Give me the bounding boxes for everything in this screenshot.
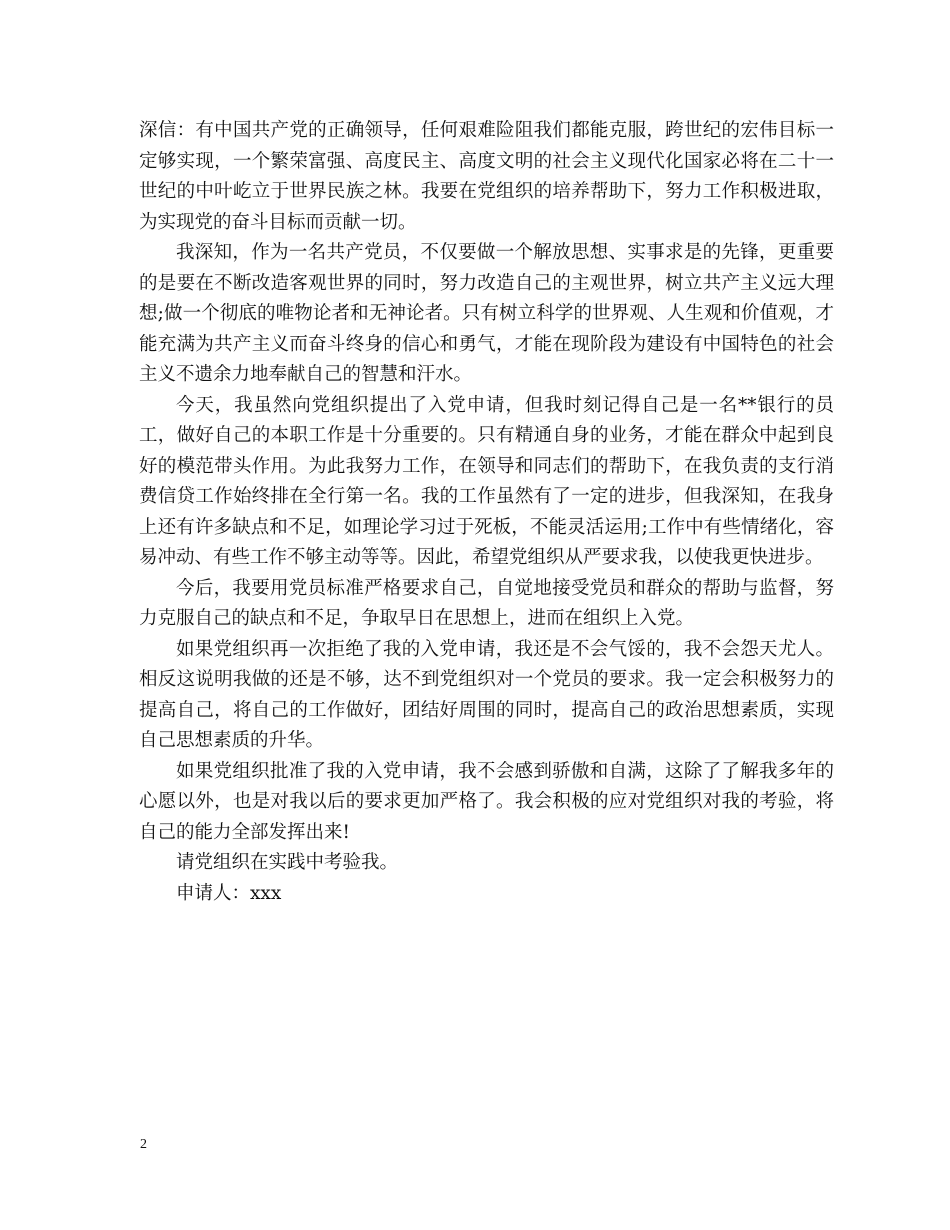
paragraph-self-reform: 我深知，作为一名共产党员，不仅要做一个解放思想、实事求是的先锋，更重要的是要在不断改造客观世界的同时，努力改造自己的主观世界，树立共产主义远大理想;做一个彻底的唯物论者和无神论者。只有树立科学的世界观、人生观和价值观，才能充满为共产主义而奋斗终身的信心和勇气，才能在现阶段为建设有中国特色的社会主义不遗余力地奉献自己的智慧和汗水。: [139, 242, 834, 385]
paragraph-if-approved: 如果党组织批准了我的入党申请，我不会感到骄傲和自满，这除了了解我多年的心愿以外，也是对我以后的要求更加严格了。我会积极的应对党组织对我的考验，将自己的能力全部发挥出来!: [139, 760, 834, 843]
document-body: [139, 116, 834, 909]
paragraph-if-rejected: 如果党组织再一次拒绝了我的入党申请，我还是不会气馁的，我不会怨天尤人。相反这说明我做的还是不够，达不到党组织对一个党员的要求。我一定会积极努力的提高自己，将自己的工作做好，团结好周围的同时，提高自己的政治思想素质，实现自己思想素质的升华。: [139, 638, 834, 751]
paragraph-future: 今后，我要用党员标准严格要求自己，自觉地接受党员和群众的帮助与监督，努力克服自己的缺点和不足，争取早日在思想上，进而在组织上入党。: [139, 577, 834, 629]
paragraph-work: 今天，我虽然向党组织提出了入党申请，但我时刻记得自己是一名**银行的员工，做好自己的本职工作是十分重要的。只有精通自身的业务，才能在群众中起到良好的模范带头作用。为此我努力工作，在领导和同志们的帮助下，在我负责的支行消费信贷工作始终排在全行第一名。我的工作虽然有了一定的进步，但我深知，在我身上还有许多缺点和不足，如理论学习过于死板，不能灵活运用;工作中有些情绪化，容易冲动、有些工作不够主动等等。因此，希望党组织从严要求我，以使我更快进步。: [139, 394, 834, 568]
applicant-signature: 申请人：xxx: [176, 882, 282, 904]
page-number: 2: [140, 1137, 147, 1152]
paragraph-closing: 请党组织在实践中考验我。: [176, 852, 399, 873]
paragraph-continued: 深信：有中国共产党的正确领导，任何艰难险阻我们都能克服，跨世纪的宏伟目标一定够实现，一个繁荣富强、高度民主、高度文明的社会主义现代化国家必将在二十一世纪的中叶屹立于世界民族之林。我要在党组织的培养帮助下，努力工作积极进取，为实现党的奋斗目标而贡献一切。: [139, 120, 834, 233]
